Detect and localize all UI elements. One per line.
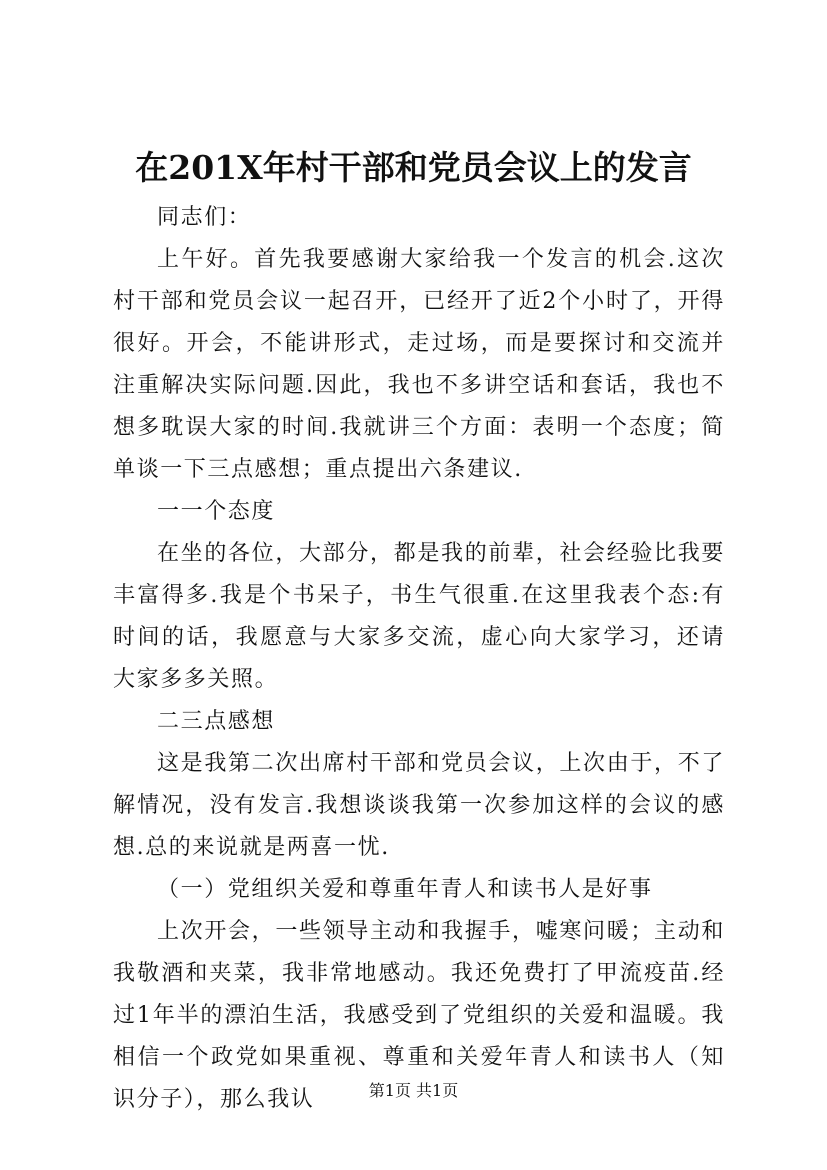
document-body (113, 197, 725, 1121)
section-heading-one-attitude: 一一个态度 (157, 499, 276, 524)
section-heading-three-thoughts: 二三点感想 (157, 709, 276, 734)
document-title: 在201X年村干部和党员会议上的发言 (135, 148, 692, 187)
paragraph-salutation: 同志们： (157, 205, 252, 230)
paragraph-thoughts-intro: 这是我第二次出席村干部和党员会议，上次由于，不了解情况，没有发言.我想谈谈我第一次参加这样的会议的感想.总的来说就是两喜一忧. (113, 751, 725, 860)
paragraph-opening: 上午好。首先我要感谢大家给我一个发言的机会.这次村干部和党员会议一起召开，已经开了近2个小时了，开得很好。开会，不能讲形式，走过场，而是要探讨和交流并注重解决实际问题.因此，我也不多讲空话和套话，我也不想多耽误大家的时间.我就讲三个方面：表明一个态度；简单谈一下三点感想；重点提出六条建议. (113, 247, 725, 482)
paragraph-attitude: 在坐的各位，大部分，都是我的前辈，社会经验比我要丰富得多.我是个书呆子，书生气很重.在这里我表个态:有时间的话，我愿意与大家多交流，虚心向大家学习，还请大家多多关照。 (113, 541, 725, 692)
page-footer: 第1页 共1页 (368, 1081, 459, 1100)
subsection-heading-one: （一）党组织关爱和尊重年青人和读书人是好事 (157, 877, 653, 902)
paragraph-subsection-one: 上次开会，一些领导主动和我握手，嘘寒问暖；主动和我敬酒和夹菜，我非常地感动。我还免费打了甲流疫苗.经过1年半的漂泊生活，我感受到了党组织的关爱和温暖。我相信一个政党如果重视、尊重和关爱年青人和读书人（知识分子），那么我认 (113, 919, 725, 1112)
